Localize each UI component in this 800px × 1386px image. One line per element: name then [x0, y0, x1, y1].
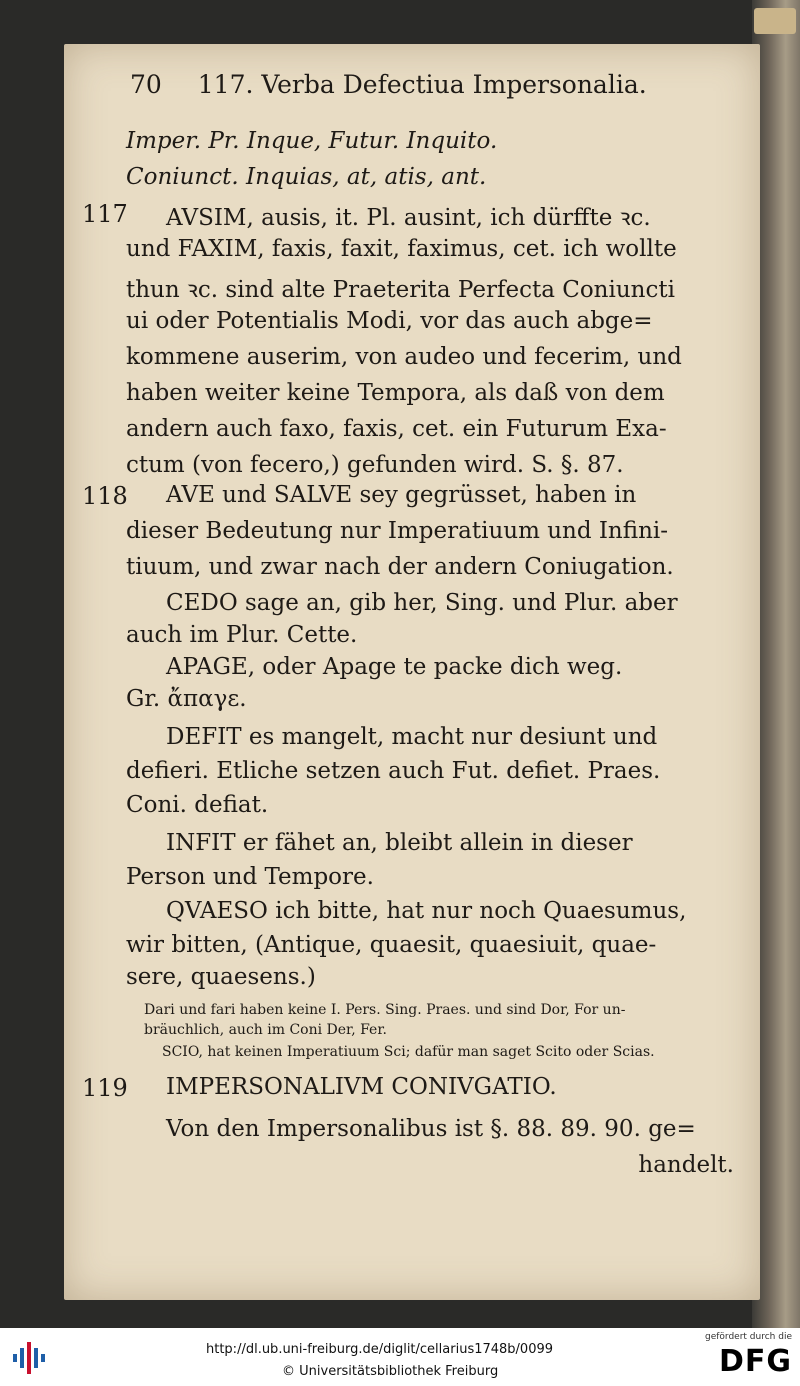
page-number: 70	[130, 70, 162, 99]
text-line: Von den Impersonalibus ist §. 88. 89. 90. ge=	[166, 1116, 696, 1142]
text-line: tiuum, und zwar nach der andern Coniugation.	[126, 554, 674, 580]
viewer-footer	[0, 1328, 800, 1386]
text-line: und FAXIM, faxis, faxit, faximus, cet. ich wollte	[126, 236, 677, 262]
text-line: auch im Plur. Cette.	[126, 622, 358, 648]
section-number: 119	[82, 1074, 128, 1102]
library-logo-icon	[10, 1338, 50, 1378]
text-line: Gr. ἄπαγε.	[126, 686, 247, 712]
text-line: AVSIM, ausis, it. Pl. ausint, ich dürffte ꝛc.	[166, 205, 651, 231]
copyright-notice: © Universitätsbibliothek Freiburg	[282, 1364, 499, 1379]
text-line: Imper. Pr. Inque, Futur. Inquito.	[126, 128, 498, 154]
footnote-line: SCIO, hat keinen Imperatiuum Sci; dafür man saget Scito oder Scias.	[162, 1044, 655, 1060]
text-line: Person und Tempore.	[126, 864, 374, 890]
text-line: haben weiter keine Tempora, als daß von dem	[126, 380, 665, 406]
text-line: kommene auserim, von audeo und fecerim, und	[126, 344, 682, 370]
text-line: APAGE, oder Apage te packe dich weg.	[166, 654, 623, 680]
text-line: AVE und SALVE sey gegrüsset, haben in	[166, 482, 637, 508]
text-line: handelt.	[638, 1152, 734, 1178]
text-line: thun ꝛc. sind alte Praeterita Perfecta Coniuncti	[126, 277, 675, 303]
permalink-url[interactable]: http://dl.ub.uni-freiburg.de/diglit/cellarius1748b/0099	[206, 1342, 554, 1357]
text-line: INFIT er fähet an, bleibt allein in dieser	[166, 830, 633, 856]
text-line: sere, quaesens.)	[126, 964, 316, 990]
footnote-line: bräuchlich, auch im Coni Der, Fer.	[144, 1022, 387, 1038]
sponsor-caption: gefördert durch die	[705, 1332, 792, 1342]
text-line: QVAESO ich bitte, hat nur noch Quaesumus,	[166, 898, 687, 924]
text-line: ui oder Potentialis Modi, vor das auch abge=	[126, 308, 653, 334]
text-line: wir bitten, (Antique, quaesit, quaesiuit, quae-	[126, 932, 657, 958]
section-number: 118	[82, 482, 128, 510]
bookmark-tab	[754, 8, 796, 34]
running-head-title: 117. Verba Defectiua Impersonalia.	[197, 70, 647, 99]
section-heading: IMPERSONALIVM CONIVGATIO.	[166, 1074, 557, 1100]
footnote-line: Dari und fari haben keine I. Pers. Sing. Praes. und sind Dor, For un-	[144, 1002, 626, 1018]
running-header	[130, 70, 647, 99]
text-line: defieri. Etliche setzen auch Fut. defiet. Praes.	[126, 758, 661, 784]
text-line: Coniunct. Inquias, at, atis, ant.	[126, 164, 487, 190]
dfg-logo: DFG	[718, 1344, 792, 1379]
text-line: ctum (von fecero,) gefunden wird. S. §. 87.	[126, 452, 624, 478]
text-line: DEFIT es mangelt, macht nur desiunt und	[166, 724, 658, 750]
section-number: 117	[82, 200, 128, 228]
text-line: Coni. defiat.	[126, 792, 269, 818]
text-line: andern auch faxo, faxis, cet. ein Futurum Exa-	[126, 416, 667, 442]
text-line: CEDO sage an, gib her, Sing. und Plur. aber	[166, 590, 678, 616]
text-line: dieser Bedeutung nur Imperatiuum und Infini-	[126, 518, 669, 544]
